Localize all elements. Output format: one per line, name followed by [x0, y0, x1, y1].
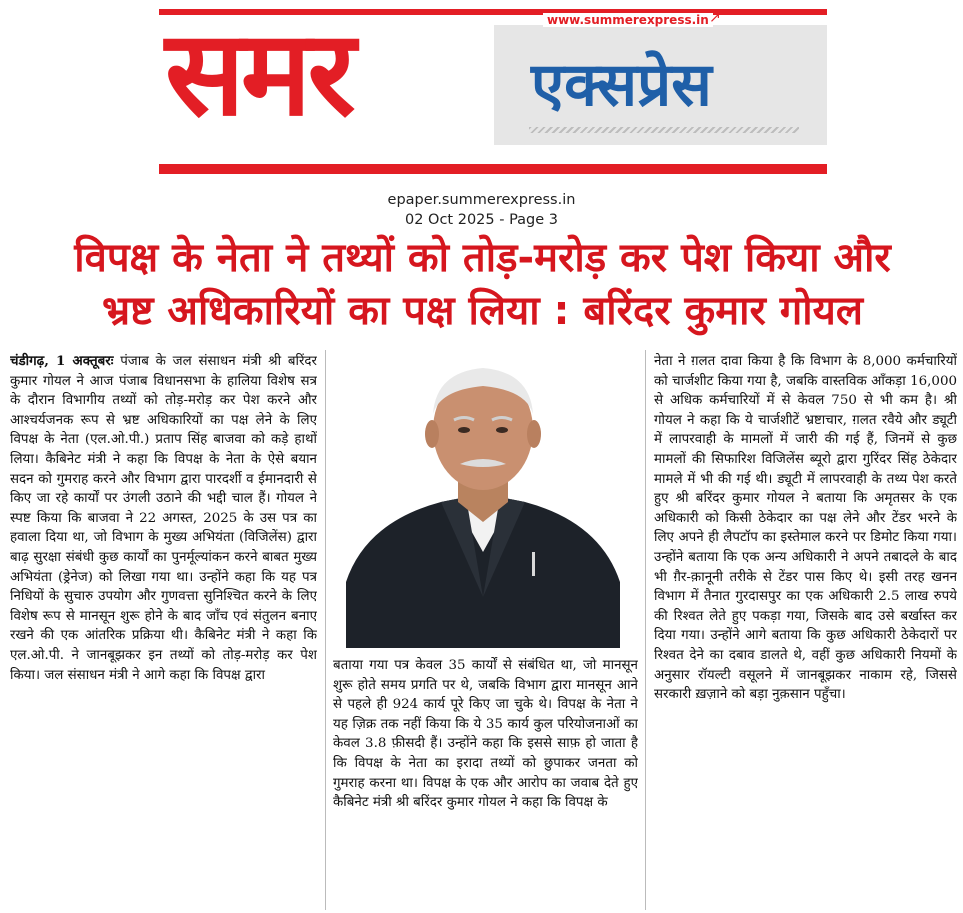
article-column-1: [10, 352, 317, 907]
portrait-illustration: [346, 352, 620, 648]
column-1-text: पंजाब के जल संसाधन मंत्री श्री बरिंदर कुमार गोयल ने आज पंजाब विधानसभा के हालिया विशेष सत्र के दौरान विभागीय तथ्यों को तोड़-मरोड़ कर पेश करने और आश्चर्यजनक रूप से भ्रष्ट अधिकारियों का पक्ष लेने के लिए विपक्ष के नेता (एल.ओ.पी.) प्रताप सिंह बाजवा को कड़े हाथों लिया। कैबिनेट मंत्री ने कहा कि विपक्ष के नेता के ऐसे बयान सदन को गुमराह करने और विभाग द्वारा पारदर्शी व ईमानदारी से किए जा रहे कार्यों पर उंगली उठाने की भद्दी चाल हैं। गोयल ने स्पष्ट किया कि बाजवा ने 22 अगस्त, 2025 के उस पत्र का हवाला दिया था, जो विभाग के मुख्य अभियंता (विजिलेंस) द्वारा बाढ़ सुरक्षा संबंधी कुछ कार्यों का पुनर्मूल्यांकन करने बाबत मुख्य अभियंता (ड्रेनेज) को लिखा गया था। उन्होंने कहा कि यह पत्र निधियों के सुचारु उपयोग और गुणवत्ता सुनिश्चित करने के लिए विशेष रूप से मानसून शुरू होने के बाद जाँच एवं संतुलन बनाए रखने की एक आंतरिक प्रक्रिया थी। कैबिनेट मंत्री ने कहा कि एल.ओ.पी. ने जानबूझकर इन तथ्यों को तोड़-मरोड़ कर पेश किया। जल संसाधन मंत्री ने आगे कहा कि विपक्ष द्वारा: [10, 354, 317, 683]
article-column-2: बताया गया पत्र केवल 35 कार्यों से संबंधित था, जो मानसून शुरू होते समय प्रगति पर थे, जबकि विभाग द्वारा मानसून आने से पहले ही 924 कार्य पूरे किए जा चुके थे। विपक्ष के नेता ने यह ज़िक्र तक नहीं किया कि ये 35 कार्य कुल परियोजनाओं का केवल 3.8 फ़ीसदी हैं। उन्होंने कहा कि इससे साफ़ हो जाता है कि विपक्ष के नेता का इरादा तथ्यों को छुपाकर जनता को गुमराह करना था। विपक्ष के एक और आरोप का जवाब देते हुए कैबिनेट मंत्री श्री बरिंदर कुमार गोयल ने कहा कि विपक्ष के: [333, 658, 638, 811]
minister-photo: [346, 352, 620, 648]
masthead-hatch-stripe: [529, 127, 799, 133]
headline: [20, 232, 945, 338]
masthead: [159, 4, 827, 174]
article-column-3: नेता ने ग़लत दावा किया है कि विभाग के 8,000 कर्मचारियों को चार्जशीट किया गया है, जबकि वास्तविक आँकड़ा 16,000 से अधिक कर्मचारियों में से केवल 750 से भी कम है। श्री गोयल ने कहा कि ये चार्जशीटें भ्रष्टाचार, ग़लत रवैये और ड्यूटी में लापरवाही के मामलों में जारी की गई हैं, जिनमें से कुछ मामलों की सिफारिश विजिलेंस ब्यूरो द्वारा गुरिंदर सिंह ठेकेदार मामले में भी की गई थी। ड्यूटी में लापरवाही के तथ्य पेश करते हुए श्री बरिंदर कुमार गोयल ने बताया कि अमृतसर के एक अधिकारी को किसी ठेकेदार का पक्ष लेने और टेंडर भरने के लिए अपने ही लैपटॉप का इस्तेमाल करने पर डिमोट किया गया। उन्होंने बताया कि एक अन्य अधिकारी ने अपने तबादले के बाद भी ग़ैर-क़ानूनी तरीके से टेंडर पास किए थे। इसी तरह खनन विभाग में तैनात गुरदासपुर का एक अधिकारी 2.5 लाख रुपये की रिश्वत लेते हुए पकड़ा गया, जिसके बाद उसे बर्खास्त कर दिया गया। उन्होंने आगे बताया कि कुछ अधिकारी ठेकेदारों पर रिश्वत देने का दबाव डालते थे, वहीं कुछ अधिकारी नियमों के अनुसार रॉयल्टी वसूलने में जानबूझकर नाकाम रहे, जिससे सरकारी ख़ज़ाने को बड़ा नुक़सान पहुँचा।: [654, 354, 957, 703]
arrow-icon: ↗: [709, 10, 721, 26]
dateline: चंडीगढ़, 1 अक्तूबरः: [10, 353, 114, 369]
logo-title: समर: [165, 4, 352, 142]
edition-date: 02 Oct 2025 - Page 3: [404, 212, 559, 228]
headline-line-2: भ्रष्ट अधिकारियों का पक्ष लिया : बरिंदर कुमार गोयल: [101, 288, 863, 334]
column-divider: [325, 350, 326, 910]
column-divider: [645, 350, 646, 910]
logo-subtitle: एक्सप्रेस: [531, 50, 712, 120]
masthead-bottom-bar: [159, 164, 827, 174]
headline-line-1: विपक्ष के नेता ने तथ्यों को तोड़-मरोड़ कर पेश किया और: [74, 235, 891, 281]
epaper-site[interactable]: epaper.summerexpress.in: [387, 192, 576, 208]
masthead-url[interactable]: www.summerexpress.in: [543, 13, 713, 27]
